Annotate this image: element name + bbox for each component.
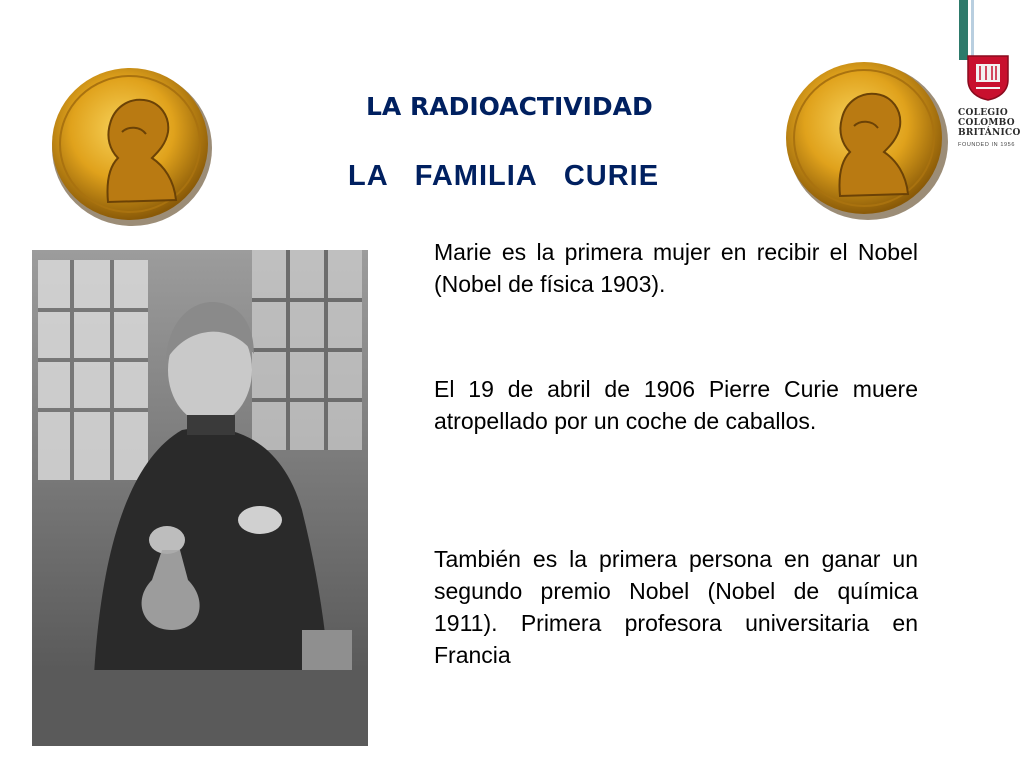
school-name (958, 108, 1024, 138)
nobel-medal-left-image (48, 62, 216, 230)
school-founded: FOUNDED IN 1956 (958, 142, 1015, 148)
slide-title: LA RADIOACTIVIDAD (366, 92, 653, 121)
logo-green-bar (959, 0, 968, 60)
paragraph-pierre-death: El 19 de abril de 1906 Pierre Curie muere atropellado por un coche de caballos. (434, 376, 918, 434)
paragraph-nobel-physics: Marie es la primera mujer en recibir el Nobel (Nobel de física 1903). (434, 239, 918, 297)
marie-curie-photo (32, 250, 368, 746)
school-name-line: BRITÁNICO (958, 128, 1021, 138)
school-logo (952, 0, 1024, 160)
slide-subtitle: LA FAMILIA CURIE (348, 160, 660, 192)
nobel-medal-right-image (778, 58, 950, 222)
school-name-line: COLEGIO (958, 108, 1009, 118)
crest-icon (964, 52, 1012, 102)
school-name-line: COLOMBO (958, 118, 1015, 128)
logo-blue-bar (971, 0, 974, 60)
paragraph-nobel-chemistry: También es la primera persona en ganar un segundo premio Nobel (Nobel de química 1911). Primera profesora universitaria en Francia (434, 546, 918, 668)
